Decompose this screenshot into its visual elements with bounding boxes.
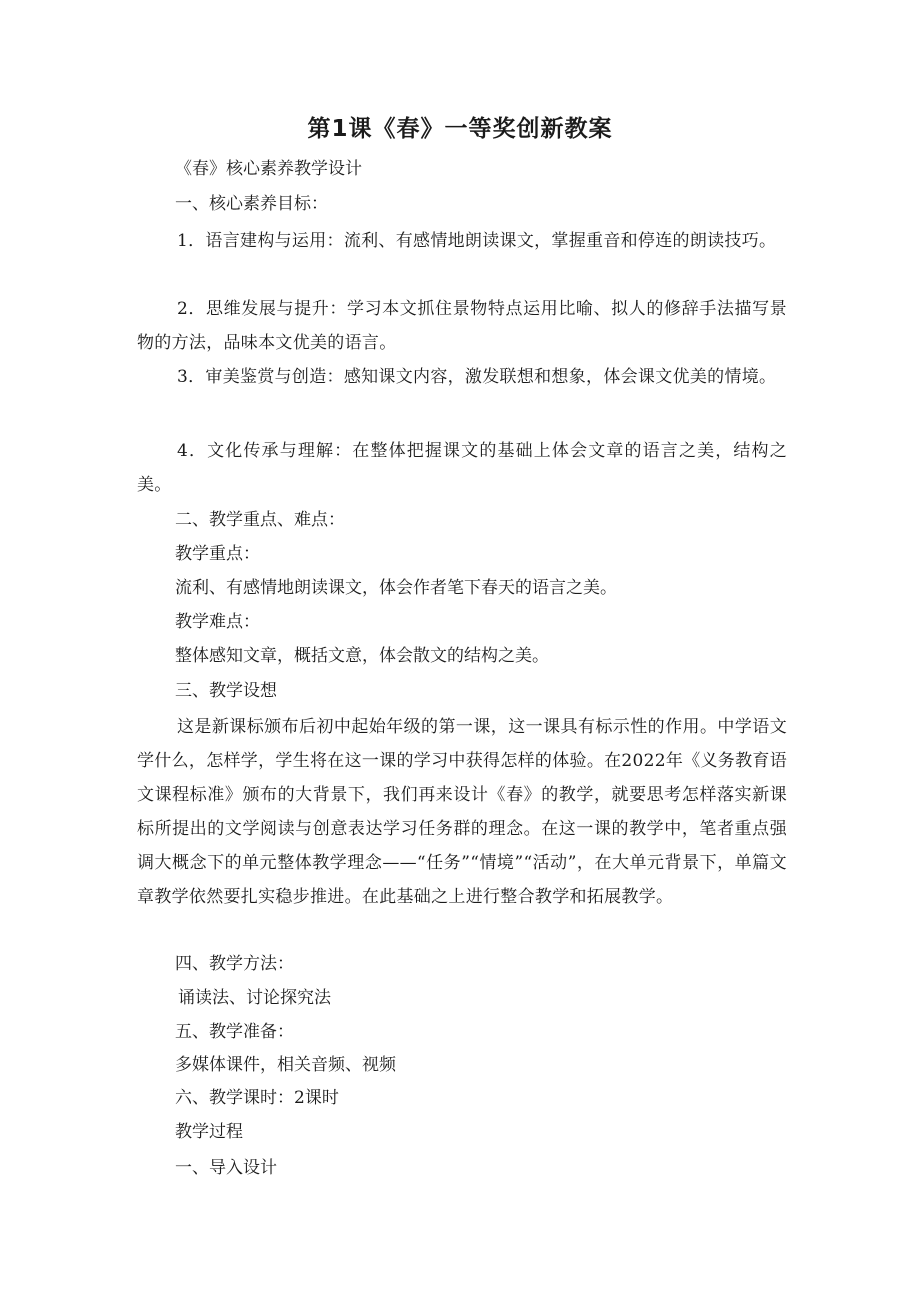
key-point-label: 教学重点： <box>175 544 260 564</box>
teaching-concept-paragraph: 这是新课标颁布后初中起始年级的第一课，这一课具有标示性的作用。中学语文学什么，怎样学，学生将在这一课的学习中获得怎样的体验。在2022年《义务教育语文课程标准》颁布的大背景下，我们再来设计《春》的教学，就要思考怎样落实新课标所提出的文学阅读与创意表达学习任务群的理念。在这一课的教学中，笔者重点强调大概念下的单元整体教学理念——“任务”“情境”“活动”，在大单元背景下，单篇文章教学依然要扎实稳步推进。在此基础之上进行整合教学和拓展教学。 <box>137 717 787 907</box>
section-4-heading: 四、教学方法： <box>175 954 294 974</box>
import-design-heading: 一、导入设计 <box>175 1158 277 1178</box>
difficulty-text: 整体感知文章，概括文意，体会散文的结构之美。 <box>175 646 549 666</box>
objective-item-2: 2．思维发展与提升：学习本文抓住景物特点运用比喻、拟人的修辞手法描写景物的方法，品味本文优美的语言。 <box>137 299 787 353</box>
section-5-heading: 五、教学准备： <box>175 1022 294 1042</box>
teaching-process-heading: 教学过程 <box>175 1122 243 1142</box>
teaching-prep-text: 多媒体课件，相关音频、视频 <box>175 1055 396 1075</box>
teaching-method-text: 诵读法、讨论探究法 <box>178 988 331 1008</box>
section-2-heading: 二、教学重点、难点： <box>175 510 345 530</box>
section-6-heading: 六、教学课时：2课时 <box>175 1088 339 1108</box>
key-point-text: 流利、有感情地朗读课文，体会作者笔下春天的语言之美。 <box>175 578 617 598</box>
objective-item-3: 3．审美鉴赏与创造：感知课文内容，激发联想和想象，体会课文优美的情境。 <box>177 367 777 387</box>
difficulty-label: 教学难点： <box>175 612 260 632</box>
objective-item-4: 4．文化传承与理解：在整体把握课文的基础上体会文章的语言之美，结构之美。 <box>137 441 787 495</box>
objective-item-1: 1．语言建构与运用：流利、有感情地朗读课文，掌握重音和停连的朗读技巧。 <box>177 231 777 251</box>
document-title: 第1课《春》一等奖创新教案 <box>307 116 613 142</box>
subtitle: 《春》核心素养教学设计 <box>175 159 362 179</box>
section-3-heading: 三、教学设想 <box>175 681 277 701</box>
section-1-heading: 一、核心素养目标： <box>175 194 328 214</box>
